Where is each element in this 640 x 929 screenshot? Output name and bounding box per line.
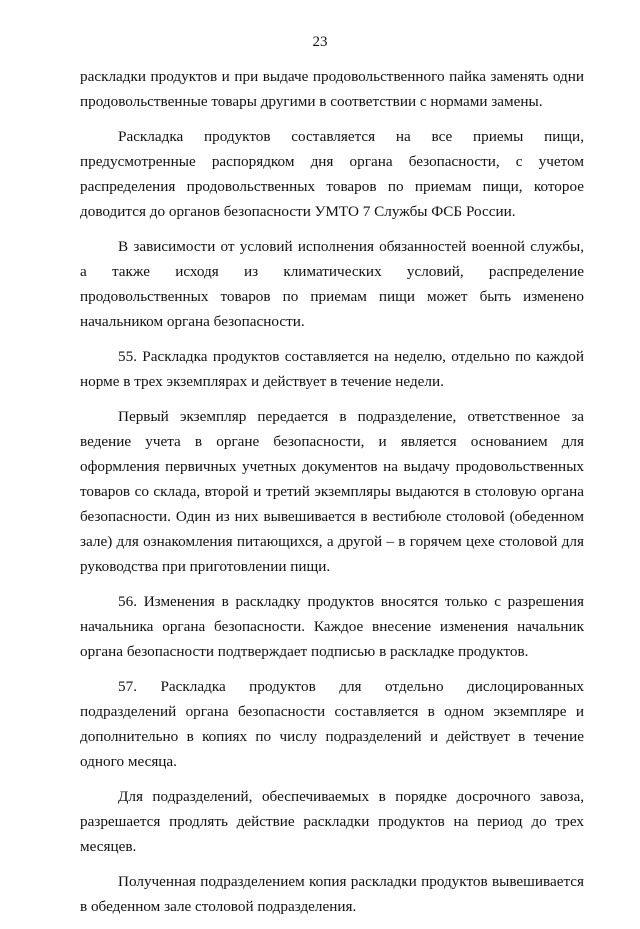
- paragraph-meal-layout: Раскладка продуктов составляется на все приемы пищи, предусмотренные распорядком дня органа безопасности, с учетом распределения продовольственных товаров по приемам пищи, которое доводится до органов безопасности УМТО 7 Службы ФСБ России.: [80, 128, 584, 220]
- page-number: 23: [312, 34, 328, 50]
- paragraph-copies-distribution: Первый экземпляр передается в подразделение, ответственное за ведение учета в органе безопасности, и является основанием для оформления первичных учетных документов на выдачу продовольственных товаров со склада, второй и третий экземпляры выдаются в столовую органа безопасности. Один из них вывешивается в вестибюле столовой (обеденном зале) для ознакомления питающихся, а другой – в горячем цехе столовой для руководства при приготовлении пищи.: [80, 408, 584, 575]
- paragraph-service-conditions: В зависимости от условий исполнения обязанностей военной службы, а также исходя из климатических условий, распределение продовольственных товаров по приемам пищи может быть изменено начальником органа безопасности.: [80, 238, 584, 330]
- paragraph-item-57: 57. Раскладка продуктов для отдельно дислоцированных подразделений органа безопасности составляется в одном экземпляре и дополнительно в копиях по числу подразделений и действует в течение одного месяца.: [80, 678, 584, 770]
- paragraph-item-55: 55. Раскладка продуктов составляется на неделю, отдельно по каждой норме в трех экземплярах и действует в течение недели.: [80, 348, 584, 390]
- paragraph-continuation: раскладки продуктов и при выдаче продовольственного пайка заменять одни продовольственные товары другими в соответствии с нормами замены.: [80, 68, 584, 110]
- paragraph-early-delivery: Для подразделений, обеспечиваемых в порядке досрочного завоза, разрешается продлять действие раскладки продуктов на период до трех месяцев.: [80, 788, 584, 855]
- document-body: [80, 64, 584, 929]
- paragraph-copy-posting: Полученная подразделением копия раскладки продуктов вывешивается в обеденном зале столовой подразделения.: [80, 873, 584, 915]
- paragraph-item-56: 56. Изменения в раскладку продуктов вносятся только с разрешения начальника органа безопасности. Каждое внесение изменения начальник органа безопасности подтверждает подписью в раскладке продуктов.: [80, 593, 584, 660]
